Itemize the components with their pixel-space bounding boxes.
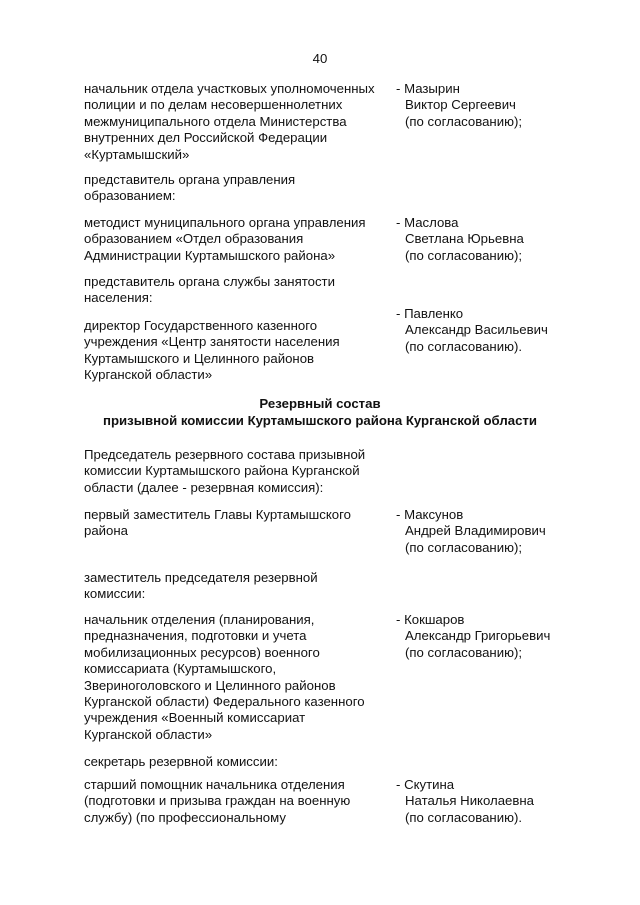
member-name: - Мазырин Виктор Сергеевич (по согласованию); (396, 81, 616, 130)
group-heading: секретарь резервной комиссии: (84, 754, 278, 769)
member-note: (по согласованию); (405, 113, 523, 129)
member-role: начальник отделения (планирования, предназначения, подготовки и учета мобилизационных ресурсов) военного комиссариата (Куртамышского, Звериноголовского и Целинного районов Курганской области) Федерального казенного учреждения «Военный комиссариат Курганской области» (84, 612, 365, 742)
member-surname: Скутина (404, 777, 455, 792)
member-name: - Павленко Александр Васильевич (по согласованию). (396, 306, 616, 355)
member-surname: Максунов (404, 507, 464, 522)
member-given-name: Виктор Сергеевич (405, 97, 516, 113)
group-heading: представитель органа управления образованием: (84, 172, 296, 204)
member-role: начальник отдела участковых уполномоченных полиции и по делам несовершеннолетних межмуниципального отдела Министерства внутренних дел Российской Федерации «Куртамышский» (84, 81, 375, 162)
member-name: - Маслова Светлана Юрьевна (по согласованию); (396, 215, 616, 264)
member-name: - Скутина Наталья Николаевна (по согласованию). (396, 777, 616, 826)
member-given-name: Александр Григорьевич (405, 628, 551, 644)
section-title: Резервный состав призывной комиссии Куртамышского района Курганской области (103, 396, 537, 428)
member-surname: Павленко (404, 306, 464, 321)
member-given-name: Александр Васильевич (405, 322, 548, 338)
member-surname: Маслова (404, 215, 459, 230)
member-note: (по согласованию); (405, 644, 523, 660)
member-surname: Мазырин (404, 81, 460, 96)
member-name: - Кокшаров Александр Григорьевич (по согласованию); (396, 612, 616, 661)
member-name: - Максунов Андрей Владимирович (по согласованию); (396, 507, 616, 556)
member-surname: Кокшаров (404, 612, 465, 627)
member-note: (по согласованию). (405, 338, 523, 354)
group-heading: заместитель председателя резервной комиссии: (84, 570, 318, 602)
member-role: методист муниципального органа управления образованием «Отдел образования Администрации Куртамышского района» (84, 215, 366, 263)
member-given-name: Наталья Николаевна (405, 793, 535, 809)
member-given-name: Светлана Юрьевна (405, 231, 524, 247)
member-note: (по согласованию). (405, 809, 523, 825)
member-role: первый заместитель Главы Куртамышского района (84, 507, 351, 539)
page-number: 40 (312, 51, 328, 66)
member-note: (по согласованию); (405, 247, 523, 263)
group-heading: Председатель резервного состава призывной комиссии Куртамышского района Курганской области (далее - резервная комиссия): (84, 447, 366, 495)
group-heading: представитель органа службы занятости населения: (84, 274, 335, 306)
member-role: старший помощник начальника отделения (подготовки и призыва граждан на военную службу) (по профессиональному (84, 777, 351, 825)
member-note: (по согласованию); (405, 539, 523, 555)
member-given-name: Андрей Владимирович (405, 523, 546, 539)
member-role: директор Государственного казенного учреждения «Центр занятости населения Куртамышского и Целинного районов Курганской области» (84, 318, 340, 383)
